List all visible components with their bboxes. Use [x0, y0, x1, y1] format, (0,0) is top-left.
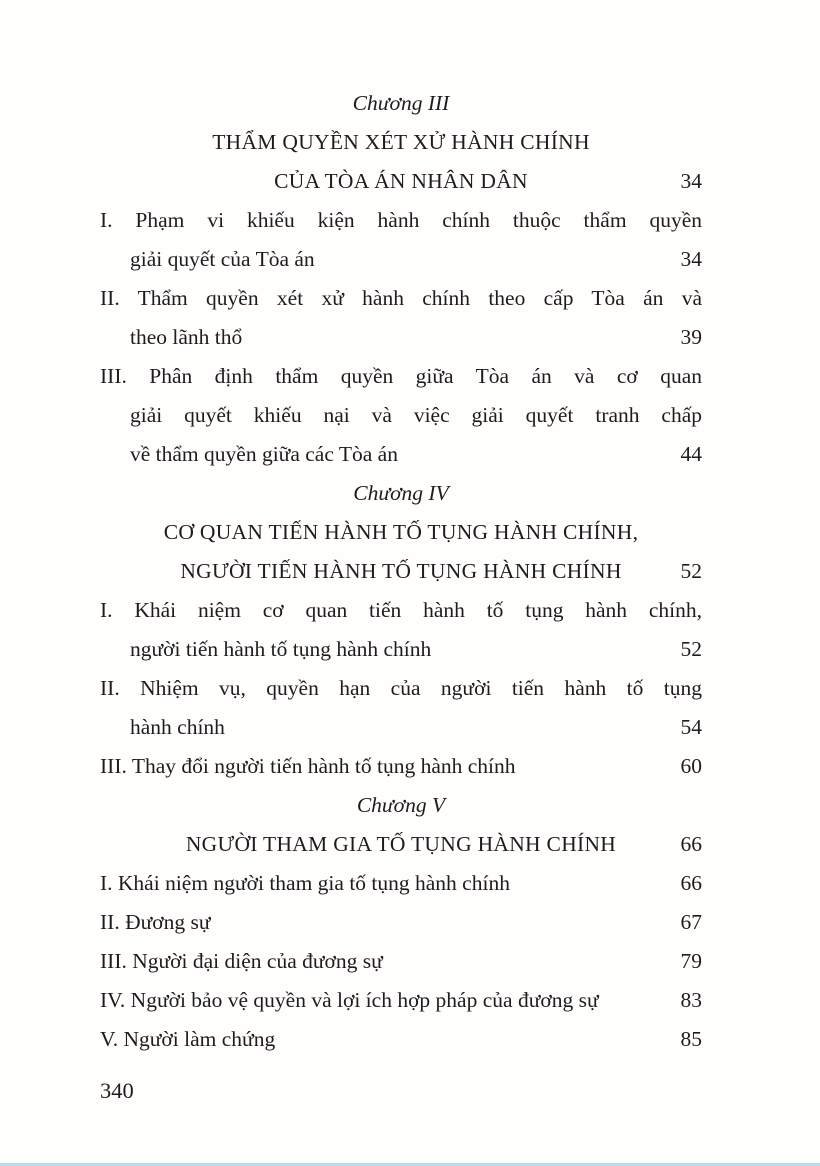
toc-line: [100, 162, 702, 201]
toc-line: [100, 396, 702, 435]
toc-chapter-label: [100, 84, 702, 123]
toc-item: [100, 279, 702, 357]
toc-line-text: NGƯỜI TIẾN HÀNH TỐ TỤNG HÀNH CHÍNH: [180, 559, 622, 583]
toc-line-text: III. Thay đổi người tiến hành tố tụng hành chính: [100, 754, 516, 778]
toc-line-text: II. Đương sự: [100, 910, 211, 934]
toc-line: [100, 903, 702, 942]
toc-chapter-title: [100, 825, 702, 864]
toc-line: [100, 318, 702, 357]
toc-item: [100, 357, 702, 474]
toc-line-text: Chương V: [356, 793, 446, 817]
toc-page-number: 52: [680, 637, 702, 661]
toc-line: [100, 552, 702, 591]
toc-item: [100, 669, 702, 747]
page-footer: [100, 1076, 134, 1106]
toc-line: [100, 123, 702, 162]
toc-page-number: 52: [680, 559, 702, 583]
toc-page-number: 54: [680, 715, 702, 739]
toc-item: [100, 747, 702, 786]
toc-item: [100, 864, 702, 903]
toc-line: [100, 669, 702, 708]
toc-line-text: hành chính: [130, 715, 225, 739]
toc-item: [100, 1020, 702, 1059]
toc-line: [100, 708, 702, 747]
toc-chapter-title: [100, 513, 702, 591]
toc-page-number: 83: [680, 988, 702, 1012]
toc-line-text: về thẩm quyền giữa các Tòa án: [130, 442, 398, 466]
toc-line-text: CỦA TÒA ÁN NHÂN DÂN: [274, 169, 528, 193]
toc-line: [100, 981, 702, 1020]
toc-page-number: 66: [680, 832, 702, 856]
toc-line-text: Chương IV: [353, 481, 449, 505]
toc: [100, 84, 702, 1059]
toc-line-text: CƠ QUAN TIẾN HÀNH TỐ TỤNG HÀNH CHÍNH,: [163, 520, 639, 544]
toc-page-number: 39: [680, 325, 702, 349]
toc-line-text: giải quyết của Tòa án: [130, 247, 315, 271]
toc-line: [100, 201, 702, 240]
toc-page-number: 60: [680, 754, 702, 778]
toc-item: [100, 942, 702, 981]
toc-line-text: II. Thẩm quyền xét xử hành chính theo cấp Tòa án và: [100, 286, 702, 310]
toc-line: [100, 84, 702, 123]
toc-line-text: V. Người làm chứng: [100, 1027, 276, 1051]
toc-line: [100, 513, 702, 552]
toc-page-number: 34: [680, 247, 702, 271]
toc-chapter-title: [100, 123, 702, 201]
toc-line: [100, 474, 702, 513]
toc-line-text: III. Người đại diện của đương sự: [100, 949, 383, 973]
toc-line-text: người tiến hành tố tụng hành chính: [130, 637, 432, 661]
toc-line: [100, 279, 702, 318]
toc-line: [100, 630, 702, 669]
toc-page-number: 85: [680, 1027, 702, 1051]
toc-line-text: theo lãnh thổ: [130, 325, 243, 349]
toc-item: [100, 591, 702, 669]
toc-line: [100, 240, 702, 279]
toc-line: [100, 864, 702, 903]
toc-line-text: THẨM QUYỀN XÉT XỬ HÀNH CHÍNH: [212, 130, 590, 154]
toc-line-text: NGƯỜI THAM GIA TỐ TỤNG HÀNH CHÍNH: [185, 832, 617, 856]
toc-line: [100, 591, 702, 630]
toc-line-text: I. Khái niệm người tham gia tố tụng hành chính: [100, 871, 510, 895]
toc-page-number: 44: [680, 442, 702, 466]
folio-page-number: 340: [100, 1078, 134, 1103]
toc-line-text: I. Phạm vi khiếu kiện hành chính thuộc thẩm quyền: [100, 208, 702, 232]
toc-page-number: 67: [680, 910, 702, 934]
toc-line-text: Chương III: [352, 91, 450, 115]
toc-item: [100, 201, 702, 279]
toc-line: [100, 357, 702, 396]
toc-line: [100, 747, 702, 786]
toc-page-number: 66: [680, 871, 702, 895]
toc-chapter-label: [100, 786, 702, 825]
toc-line: [100, 786, 702, 825]
toc-chapter-label: [100, 474, 702, 513]
toc-line-text: II. Nhiệm vụ, quyền hạn của người tiến hành tố tụng: [100, 676, 702, 700]
toc-line-text: III. Phân định thẩm quyền giữa Tòa án và cơ quan: [100, 364, 702, 388]
toc-line: [100, 1020, 702, 1059]
toc-line: [100, 435, 702, 474]
toc-line: [100, 942, 702, 981]
toc-line-text: I. Khái niệm cơ quan tiến hành tố tụng hành chính,: [100, 598, 702, 622]
toc-line-text: IV. Người bảo vệ quyền và lợi ích hợp pháp của đương sự: [100, 988, 599, 1012]
toc-page-number: 79: [680, 949, 702, 973]
toc-line: [100, 825, 702, 864]
toc-item: [100, 981, 702, 1020]
toc-item: [100, 903, 702, 942]
toc-page-number: 34: [680, 169, 702, 193]
toc-line-text: giải quyết khiếu nại và việc giải quyết tranh chấp: [130, 403, 702, 427]
